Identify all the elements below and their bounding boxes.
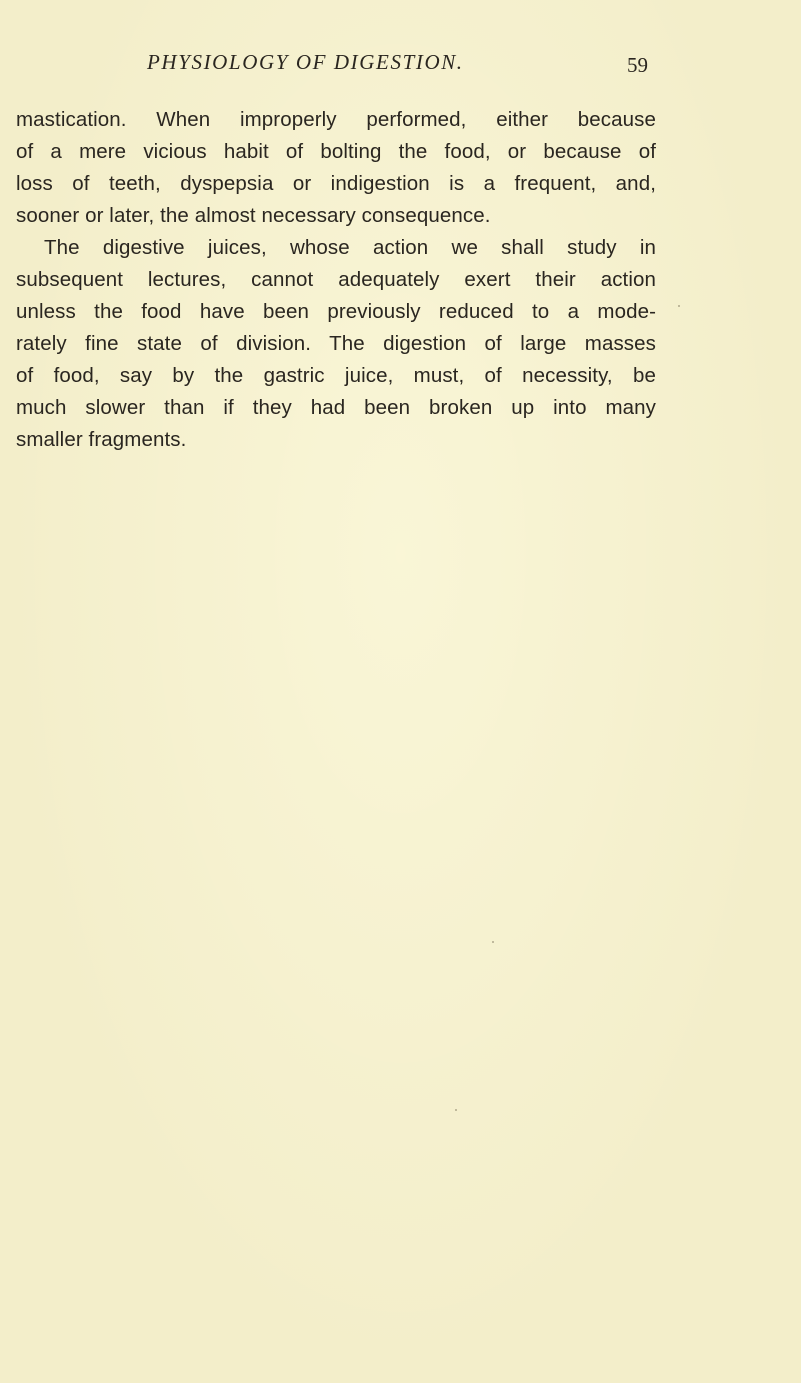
- text-line: subsequent lectures, cannot adequately exert their action: [16, 268, 656, 291]
- text-line: unless the food have been previously reduced to a mode-: [16, 300, 656, 323]
- text-line: mastication. When improperly performed, either because: [16, 108, 656, 131]
- body-text: [16, 104, 656, 456]
- paper-speck: [678, 305, 680, 307]
- text-line: of a mere vicious habit of bolting the food, or because of: [16, 140, 656, 163]
- text-line: rately fine state of division. The digestion of large masses: [16, 332, 656, 355]
- text-line: loss of teeth, dyspepsia or indigestion is a frequent, and,: [16, 172, 656, 195]
- running-head-title: PHYSIOLOGY OF DIGESTION.: [147, 50, 464, 74]
- paper-speck: [492, 941, 494, 943]
- text-line: The digestive juices, whose action we shall study in: [44, 236, 656, 259]
- text-line: much slower than if they had been broken up into many: [16, 396, 656, 419]
- running-head: [0, 50, 801, 82]
- paper-speck: [455, 1109, 457, 1111]
- text-line: smaller fragments.: [16, 428, 187, 451]
- page-number: 59: [627, 53, 648, 77]
- text-line: of food, say by the gastric juice, must, of necessity, be: [16, 364, 656, 387]
- text-line: sooner or later, the almost necessary consequence.: [16, 204, 491, 227]
